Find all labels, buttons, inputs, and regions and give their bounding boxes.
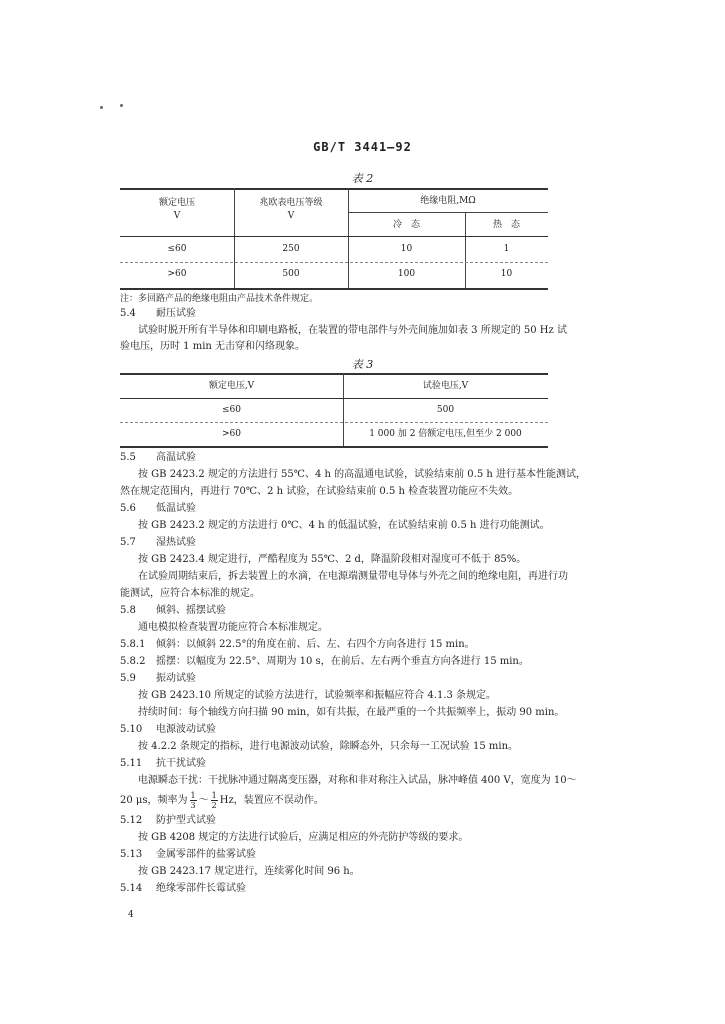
section-heading: 5.10 电源波动试验 [120,724,216,735]
paragraph-line: 验电压，历时 1 min 无击穿和闪络现象。 [120,341,306,352]
table-2-cell: 10 [500,269,513,279]
subsection-line: 5.8.2 摇摆：以幅度为 22.5°、周期为 10 s，在前后、左右两个垂直方向各进行 15 min。 [120,656,529,667]
table-2-header-cold: 冷 态 [392,220,420,230]
fraction-one-third: $\frac{1}{3}$ [190,791,196,810]
section-heading: 5.13 金属零部件的盐雾试验 [120,849,256,860]
table-3-cell: >60 [222,429,241,439]
document-code: GB/T 3441—92 [313,140,412,154]
table-2-header-hot: 热 态 [492,220,520,230]
table-3-caption: 表 3 [351,358,374,371]
subsection-line: 5.8.1 倾斜：以倾斜 22.5°的角度在前、后、左、右四个方向各进行 15 min。 [120,639,475,650]
table-3-bottom-rule [120,446,548,448]
paragraph-line: 在试验周期结束后，拆去装置上的水滴，在电源端测量带电导体与外壳之间的绝缘电阻，再进行功 [138,571,568,582]
paragraph-line-with-fractions: 20 μs，频率为 $\frac{1}{3}$ ～ $\frac{1}{2}$ Hz，装置应不误动作。 [120,791,324,810]
table-2-note: 注：多回路产品的绝缘电阻由产品技术条件规定。 [120,294,319,304]
table-3-cell: 1 000 加 2 倍额定电压,但至少 2 000 [369,429,522,439]
table-2-header-rule [120,236,548,237]
paragraph-line: 持续时间：每个轴线方向扫描 90 min，如有共振，在最严重的一个共振频率上，振动 90 min。 [138,707,565,718]
table-2-top-rule [120,188,548,190]
paragraph-line: 按 GB 2423.10 所规定的试验方法进行，试验频率和振幅应符合 4.1.3 条规定。 [138,690,497,701]
table-2-sub-rule [348,212,548,213]
section-heading: 5.11 抗干扰试验 [120,758,206,769]
table-2-cell: 500 [282,269,300,279]
section-heading: 5.14 绝缘零部件长霉试验 [120,883,246,894]
section-heading: 5.4 耐压试验 [120,308,196,319]
paragraph-line: 按 4.2.2 条规定的指标，进行电源波动试验，除瞬态外，只余每一工况试验 15 min。 [138,741,519,752]
page-number: 4 [128,910,134,920]
table-3-cell: 500 [436,405,455,415]
section-heading: 5.12 防护型式试验 [120,815,216,826]
table-2-cell: 10 [400,244,413,254]
table-3-header-rated-voltage: 额定电压,V [208,381,255,391]
table-3-row-rule [120,422,548,423]
paragraph-line: 按 GB 2423.2 规定的方法进行 0℃、4 h 的低温试验，在试验结束前 0.5 h 进行功能测试。 [138,520,550,531]
table-3-cell: ≤60 [222,405,241,415]
table-2-bottom-rule [120,288,548,290]
paragraph-line: 电源瞬态干扰：干扰脉冲通过隔离变压器，对称和非对称注入试品，脉冲峰值 400 V，宽度为 10～ [138,775,577,786]
section-heading: 5.8 倾斜、摇摆试验 [120,605,226,616]
table-3-top-rule [120,373,548,375]
table-2-cell: 1 [503,244,510,254]
scan-speck [100,106,103,109]
section-heading: 5.9 振动试验 [120,673,196,684]
paragraph-line: 按 GB 2423.2 规定的方法进行 55℃、4 h 的高温通电试验，试验结束前 0.5 h 进行基本性能测试， [138,469,586,480]
paragraph-line: 然在规定范围内，再进行 70℃、2 h 试验，在试验结束前 0.5 h 检查装置功能应不失效。 [120,486,519,497]
section-heading: 5.6 低温试验 [120,503,196,514]
table-2-header-megger-voltage: 兆欧表电压等级 V [259,198,323,221]
table-2-header-rated-voltage: 额定电压 V [158,198,195,221]
paragraph-line: 通电模拟检查装置功能应符合本标准规定。 [138,622,328,633]
paragraph-line: 按 GB 2423.17 规定进行，连续雾化时间 96 h。 [138,866,360,877]
table-2-row-rule [120,262,548,263]
table-2-header-insulation: 绝缘电阻,MΩ [420,196,476,206]
table-3-header-rule [120,398,548,399]
fraction-one-half: $\frac{1}{2}$ [211,791,217,810]
paragraph-line: 按 GB 2423.4 规定进行，严酷程度为 55℃、2 d，降温阶段相对湿度可不低于 85%。 [138,554,527,565]
table-2-cell: ≤60 [167,244,187,254]
table-2-cell: 250 [282,244,300,254]
paragraph-line: 试验时脱开所有半导体和印刷电路板，在装置的带电部件与外壳间施加如表 3 所规定的 50 Hz 试 [138,325,567,336]
section-heading: 5.5 高温试验 [120,452,196,463]
paragraph-line: 能测试，应符合本标准的规定。 [120,588,260,599]
section-heading: 5.7 湿热试验 [120,537,196,548]
table-2-cell: 100 [397,269,416,279]
scan-speck [120,104,123,107]
paragraph-line: 按 GB 4208 规定的方法进行试验后，应满足相应的外壳防护等级的要求。 [138,832,469,843]
table-3-header-test-voltage: 试验电压,V [422,381,469,391]
table-2-caption: 表 2 [351,172,374,185]
table-2-cell: >60 [167,269,187,279]
